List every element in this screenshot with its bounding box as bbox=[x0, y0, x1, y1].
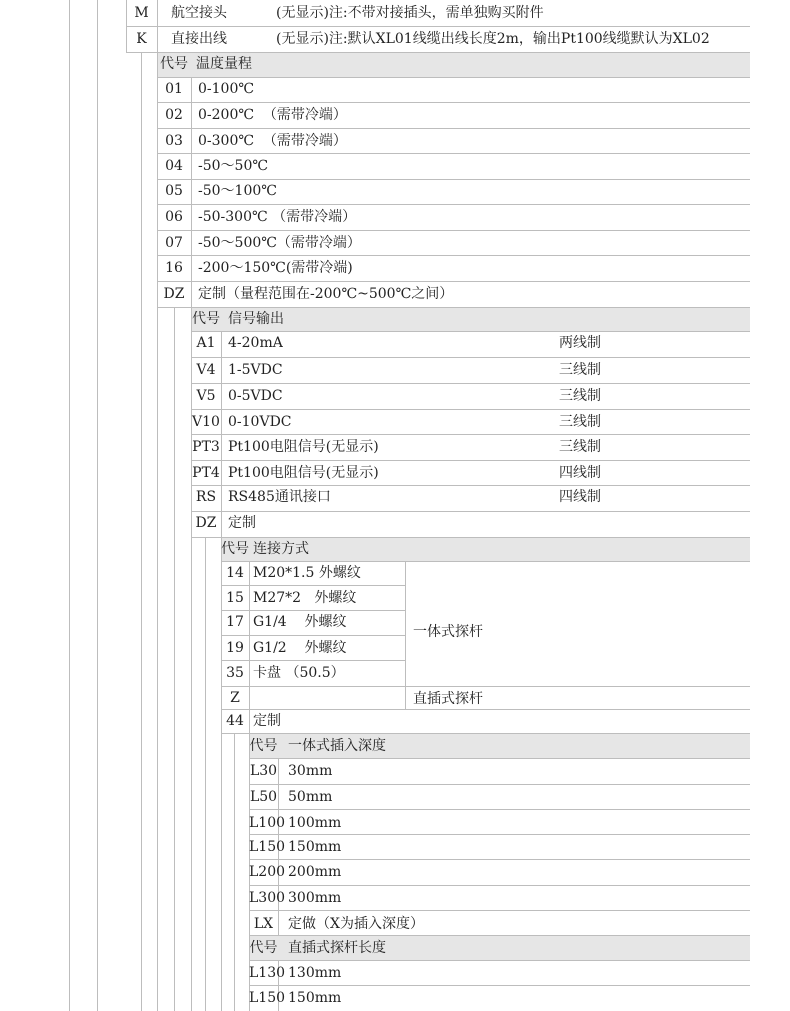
depth-label: 30mm bbox=[288, 763, 333, 779]
signal-label: 0-5VDC bbox=[228, 388, 283, 404]
temp-code: 01 bbox=[165, 81, 183, 97]
conn-label: 定制 bbox=[253, 713, 281, 729]
signal-code: V4 bbox=[196, 362, 216, 378]
conn-code: Z bbox=[230, 690, 240, 706]
temp-label: -50～100℃ bbox=[198, 183, 277, 199]
conn-row-line bbox=[221, 585, 406, 586]
signal-code: PT4 bbox=[192, 465, 220, 481]
depth-code: L200 bbox=[249, 864, 286, 880]
temp-label: 0-200℃ （需带冷端） bbox=[198, 107, 347, 123]
signal-label: 1-5VDC bbox=[228, 362, 283, 378]
signal-row-line bbox=[191, 485, 750, 486]
depth-row-line bbox=[249, 885, 750, 886]
tree-line-1 bbox=[97, 0, 98, 1011]
signal-row-line bbox=[191, 460, 750, 461]
probe-header-title: 直插式探杆长度 bbox=[288, 940, 386, 956]
signal-row-line bbox=[191, 331, 750, 332]
temp-label: -200～150℃(需带冷端) bbox=[198, 260, 353, 276]
temp-label: 定制（量程范围在-200℃~500℃之间） bbox=[198, 286, 454, 302]
depth-header-code: 代号 bbox=[249, 738, 278, 754]
temp-row-line bbox=[157, 230, 750, 231]
temp-row-line bbox=[157, 281, 750, 282]
temp-row-line bbox=[157, 179, 750, 180]
signal-row-line bbox=[191, 383, 750, 384]
signal-header-code: 代号 bbox=[192, 311, 220, 327]
temp-code: 16 bbox=[165, 260, 183, 276]
temp-label: 0-300℃ （需带冷端） bbox=[198, 133, 347, 149]
depth-code: L100 bbox=[249, 815, 286, 831]
depth-code: L30 bbox=[249, 763, 278, 779]
temp-code: 03 bbox=[165, 133, 183, 149]
depth-label: 200mm bbox=[288, 864, 342, 880]
conn-code-left-line bbox=[221, 537, 222, 1011]
depth-row-line bbox=[249, 809, 750, 810]
conn-label: G1/2 外螺纹 bbox=[253, 640, 347, 656]
depth-label: 300mm bbox=[288, 890, 342, 906]
depth-row-line bbox=[249, 935, 750, 936]
depth-code: L50 bbox=[249, 789, 278, 805]
temp-row-line bbox=[157, 255, 750, 256]
conn-row-line bbox=[221, 635, 406, 636]
signal-wire: 四线制 bbox=[559, 489, 601, 505]
signal-code: DZ bbox=[195, 515, 217, 531]
conn-label: M20*1.5 外螺纹 bbox=[253, 565, 361, 581]
depth-row-line bbox=[249, 784, 750, 785]
probe-label: 130mm bbox=[288, 965, 342, 981]
probe-row-line bbox=[249, 985, 750, 986]
temp-label: -50-300℃ （需带冷端） bbox=[198, 209, 357, 225]
outer-left-line bbox=[69, 0, 70, 1011]
signal-row-line bbox=[191, 357, 750, 358]
signal-wire: 两线制 bbox=[559, 335, 601, 351]
temp-code: DZ bbox=[163, 286, 185, 302]
probe-code: L130 bbox=[249, 965, 286, 981]
signal-label: 定制 bbox=[228, 515, 256, 531]
signal-row-line bbox=[191, 511, 750, 512]
depth-code: L300 bbox=[249, 890, 286, 906]
conn-row-line bbox=[221, 660, 406, 661]
option-name: 直接出线 bbox=[171, 31, 227, 47]
conn-code: 35 bbox=[226, 665, 244, 681]
depth-label: 150mm bbox=[288, 839, 342, 855]
temp-label: 0-100℃ bbox=[198, 81, 255, 97]
temp-row-line bbox=[157, 77, 750, 78]
signal-wire: 三线制 bbox=[559, 388, 601, 404]
signal-label: 0-10VDC bbox=[228, 414, 292, 430]
depth-code: LX bbox=[253, 916, 274, 932]
conn-group-integrated: 一体式探杆 bbox=[413, 624, 483, 640]
temp-row-line bbox=[157, 204, 750, 205]
conn-code: 14 bbox=[226, 565, 244, 581]
temp-code: 04 bbox=[165, 158, 183, 174]
tree-line-5 bbox=[234, 733, 235, 1011]
conn-code: 15 bbox=[226, 590, 244, 606]
conn-code: 17 bbox=[226, 614, 244, 630]
conn-row-line bbox=[221, 709, 750, 710]
probe-row-line bbox=[249, 960, 750, 961]
signal-row-line bbox=[191, 434, 750, 435]
signal-wire: 三线制 bbox=[559, 362, 601, 378]
probe-header-code: 代号 bbox=[249, 940, 278, 956]
conn-row-line bbox=[221, 610, 406, 611]
temp-code: 06 bbox=[165, 209, 183, 225]
option-code: M bbox=[134, 5, 149, 21]
depth-row-line bbox=[249, 910, 750, 911]
conn-header-code: 代号 bbox=[221, 541, 249, 557]
temp-row-line bbox=[157, 128, 750, 129]
depth-label: 定做（X为插入深度） bbox=[288, 916, 424, 932]
signal-header-title: 信号输出 bbox=[228, 311, 284, 327]
top-row-line bbox=[126, 26, 750, 27]
temp-row-line bbox=[157, 153, 750, 154]
option-note: (无显示)注:默认XL01线缆出线长度2m，输出Pt100线缆默认为XL02 bbox=[276, 31, 710, 47]
conn-row-line bbox=[221, 686, 750, 687]
tree-line-3 bbox=[174, 307, 175, 1011]
temp-header-code: 代号 bbox=[160, 56, 188, 72]
top-row-line bbox=[126, 52, 750, 53]
signal-label: Pt100电阻信号(无显示) bbox=[228, 439, 379, 455]
option-code: K bbox=[136, 31, 147, 47]
signal-wire: 三线制 bbox=[559, 414, 601, 430]
tree-line-2 bbox=[141, 52, 142, 1011]
signal-label: Pt100电阻信号(无显示) bbox=[228, 465, 379, 481]
depth-label: 50mm bbox=[288, 789, 333, 805]
temp-code: 07 bbox=[165, 235, 183, 251]
conn-code: 19 bbox=[226, 640, 244, 656]
option-note: (无显示)注:不带对接插头，需单独购买附件 bbox=[276, 5, 544, 21]
depth-row-line bbox=[249, 834, 750, 835]
depth-row-line bbox=[249, 859, 750, 860]
conn-group-direct: 直插式探杆 bbox=[413, 691, 483, 707]
depth-header-title: 一体式插入深度 bbox=[288, 738, 386, 754]
signal-code: V5 bbox=[196, 388, 216, 404]
temp-code: 02 bbox=[165, 107, 183, 123]
temp-code: 05 bbox=[165, 183, 183, 199]
option-name: 航空接头 bbox=[171, 5, 227, 21]
depth-row-line bbox=[249, 758, 750, 759]
conn-label: G1/4 外螺纹 bbox=[253, 614, 347, 630]
temp-row-line bbox=[157, 102, 750, 103]
temp-label: -50～50℃ bbox=[198, 158, 269, 174]
conn-row-line bbox=[221, 733, 750, 734]
conn-code: 44 bbox=[226, 713, 244, 729]
conn-header-title: 连接方式 bbox=[253, 541, 309, 557]
conn-row-line bbox=[221, 561, 750, 562]
signal-code: RS bbox=[195, 489, 217, 505]
signal-row-line bbox=[191, 409, 750, 410]
signal-code: A1 bbox=[196, 335, 216, 351]
depth-code: L150 bbox=[249, 839, 286, 855]
conn-label: M27*2 外螺纹 bbox=[253, 590, 357, 606]
signal-label: 4-20mA bbox=[228, 335, 283, 351]
conn-label: 卡盘 （50.5） bbox=[253, 665, 345, 681]
signal-wire: 四线制 bbox=[559, 465, 601, 481]
depth-label: 100mm bbox=[288, 815, 342, 831]
signal-label: RS485通讯接口 bbox=[228, 489, 331, 505]
signal-wire: 三线制 bbox=[559, 439, 601, 455]
temp-header-title: 温度量程 bbox=[196, 56, 252, 72]
signal-code: V10 bbox=[192, 414, 220, 430]
tree-line-4 bbox=[205, 537, 206, 1011]
signal-row-line bbox=[191, 537, 750, 538]
temp-row-line bbox=[157, 307, 750, 308]
probe-label: 150mm bbox=[288, 990, 342, 1006]
signal-code: PT3 bbox=[192, 439, 220, 455]
probe-code: L150 bbox=[249, 990, 286, 1006]
signal-code-right-line bbox=[221, 307, 222, 537]
temp-label: -50～500℃（需带冷端） bbox=[198, 235, 361, 251]
